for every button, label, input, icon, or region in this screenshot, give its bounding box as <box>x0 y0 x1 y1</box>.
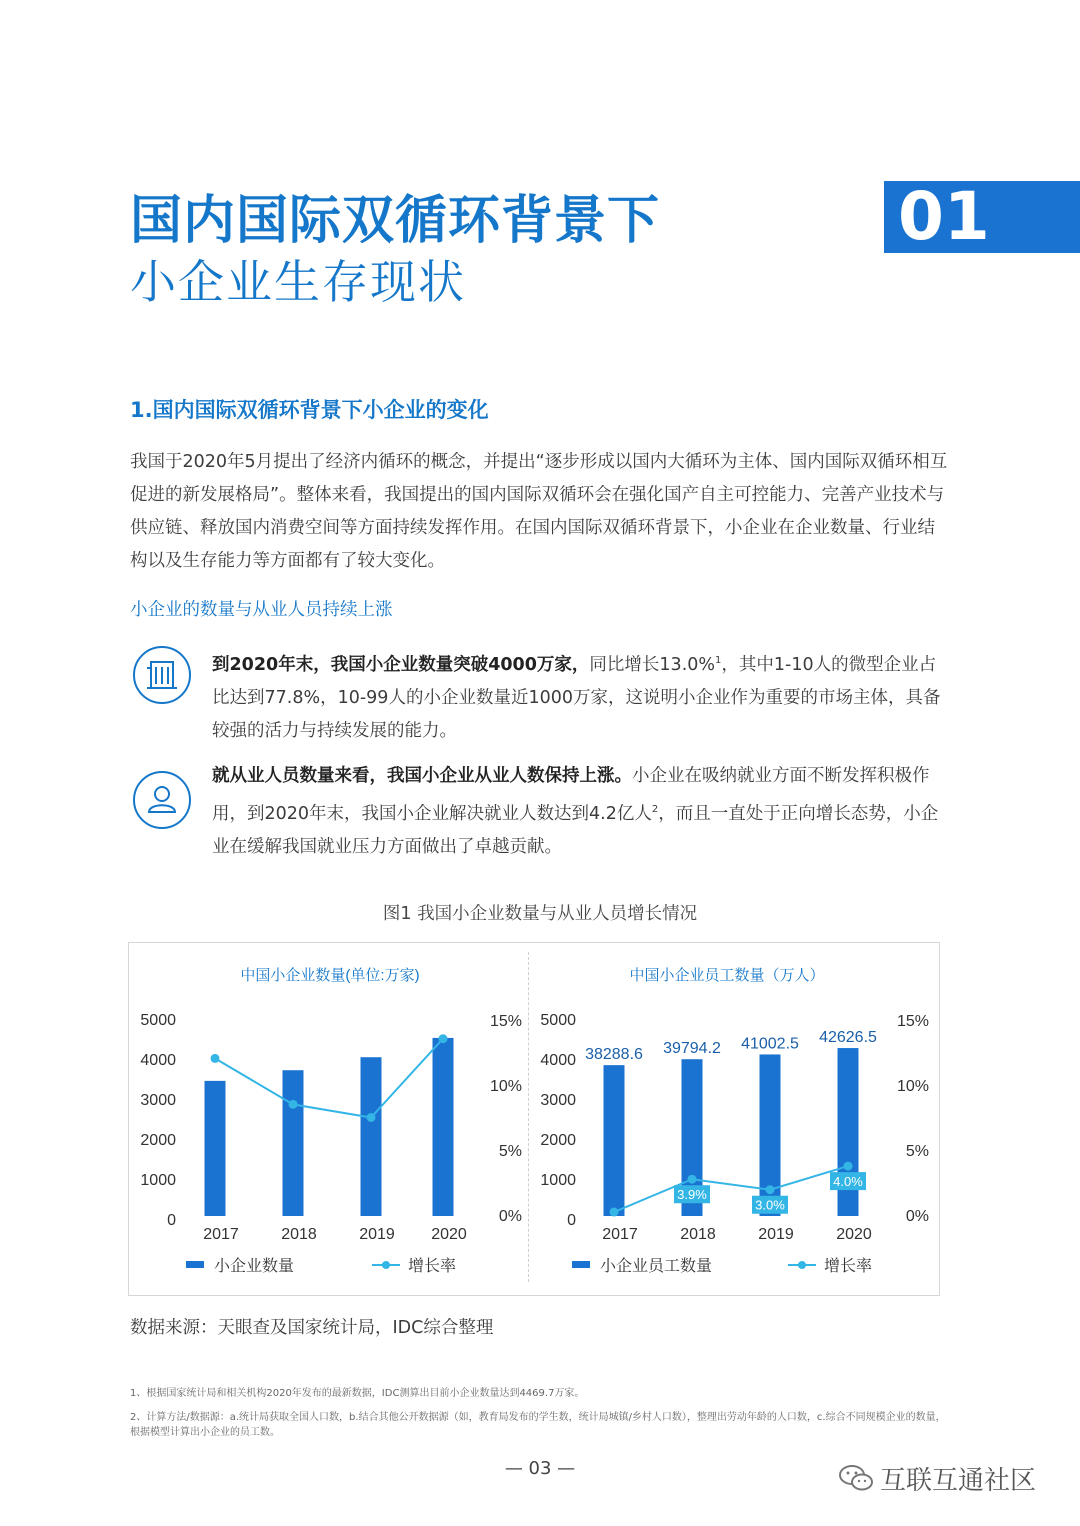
y-tick-label: 0 <box>567 1212 576 1229</box>
y2-tick-label: 15% <box>489 1013 522 1030</box>
section-heading: 1.国内国际双循环背景下小企业的变化 <box>130 398 489 422</box>
bullet-bold: 就从业人员数量来看，我国小企业从业人数保持上涨。 <box>212 766 632 786</box>
page-number: — 03 — <box>504 1458 576 1479</box>
y-tick-label: 5000 <box>140 1012 176 1029</box>
legend-bar-label: 小企业数量 <box>214 1258 295 1275</box>
x-tick-label: 2017 <box>602 1226 638 1243</box>
y-tick-label: 5000 <box>540 1012 576 1029</box>
footnote-ref: 1 <box>715 655 722 666</box>
bar-value-label: 39794.2 <box>663 1040 721 1058</box>
data-source: 数据来源：天眼查及国家统计局，IDC综合整理 <box>130 1318 494 1338</box>
bar <box>361 1057 382 1216</box>
chapter-number: 01 <box>898 178 990 255</box>
growth-point <box>211 1054 220 1063</box>
growth-line <box>215 1039 443 1118</box>
footnote-ref: 2 <box>651 804 659 815</box>
watermark-text: 互联互通社区 <box>880 1466 1037 1496</box>
footnote-2: 2、计算方法/数据源：a.统计局获取全国人口数，b.结合其他公开数据源（如，教育局发布的学生数，统计局城镇/乡村人口数），整理出劳动年龄的人口数，c.综合不同规模企业的数量，根据模型计算出小企业的员工数。 <box>130 1412 946 1438</box>
legend-line-label: 增长率 <box>824 1258 873 1275</box>
growth-line <box>614 1166 848 1212</box>
growth-point <box>688 1175 697 1184</box>
y-tick-label: 4000 <box>140 1052 176 1069</box>
bar <box>205 1081 226 1216</box>
bullet-text: ，而且一直处于正向增长态势，小企业在缓解我国就业压力方面做出了卓越贡献。 <box>212 803 939 857</box>
y-tick-label: 2000 <box>140 1132 176 1149</box>
section-subheading: 小企业的数量与从业人员持续上涨 <box>130 600 393 620</box>
growth-point <box>367 1113 376 1122</box>
bar-value-label: 42626.5 <box>819 1029 877 1047</box>
y-tick-label: 0 <box>167 1212 176 1229</box>
page-subtitle: 小企业生存现状 <box>130 255 466 309</box>
y2-tick-label: 5% <box>905 1143 929 1160</box>
legend-bar-label: 小企业员工数量 <box>600 1258 713 1275</box>
x-tick-label: 2018 <box>680 1226 716 1243</box>
growth-point <box>439 1034 448 1043</box>
growth-value-label: 3.0% <box>755 1197 785 1213</box>
footnote-1: 1、根据国家统计局和相关机构2020年发布的最新数据，IDC测算出目前小企业数量达到4469.7万家。 <box>130 1388 585 1399</box>
bar <box>433 1038 454 1216</box>
y2-tick-label: 0% <box>905 1208 929 1225</box>
y2-tick-label: 0% <box>498 1208 522 1225</box>
bar-value-label: 41002.5 <box>741 1035 799 1053</box>
y2-tick-label: 5% <box>498 1143 522 1160</box>
bar <box>838 1048 859 1216</box>
growth-point <box>766 1185 775 1194</box>
y-tick-label: 3000 <box>540 1092 576 1109</box>
legend-bar-swatch <box>572 1261 590 1268</box>
bullet-bold: 到2020年末，我国小企业数量突破4000万家， <box>212 654 590 675</box>
y2-tick-label: 15% <box>896 1013 929 1030</box>
y-tick-label: 4000 <box>540 1052 576 1069</box>
y-tick-label: 1000 <box>140 1172 176 1189</box>
intro-paragraph: 我国于2020年5月提出了经济内循环的概念，并提出“逐步形成以国内大循环为主体、国内国际双循环相互促进的新发展格局”。整体来看，我国提出的国内国际双循环会在强化国产自主可控能力、完善产业技术与供应链、释放国内消费空间等方面持续发挥作用。在国内国际双循环背景下，小企业在企业数量、行业结构以及生存能力等方面都有了较大变化。 <box>130 452 948 571</box>
growth-value-label: 4.0% <box>833 1174 863 1190</box>
y-tick-label: 3000 <box>140 1092 176 1109</box>
y-tick-label: 1000 <box>540 1172 576 1189</box>
y-tick-label: 2000 <box>540 1132 576 1149</box>
bar <box>283 1070 304 1216</box>
x-tick-label: 2020 <box>836 1226 872 1243</box>
x-tick-label: 2017 <box>203 1226 239 1243</box>
growth-value-label: 3.9% <box>677 1187 707 1203</box>
bar <box>604 1065 625 1216</box>
figure-caption: 图1 我国小企业数量与从业人员增长情况 <box>382 904 698 924</box>
chart-title: 中国小企业数量(单位:万家) <box>240 967 420 984</box>
bullet-text: 同比增长13.0% <box>589 654 716 675</box>
page-title: 国内国际双循环背景下 <box>130 191 661 251</box>
legend-line-dot <box>798 1261 806 1269</box>
legend-line-dot <box>382 1261 390 1269</box>
bullet-text: 小企业在吸纳就业方面不断发挥积极作用，到2020年末，我国小企业解决就业人数达到4.2亿人 <box>212 766 930 824</box>
wechat-icon <box>838 1463 874 1500</box>
x-tick-label: 2018 <box>281 1226 317 1243</box>
x-tick-label: 2019 <box>359 1226 395 1243</box>
chart-title: 中国小企业员工数量（万人） <box>629 967 825 984</box>
y2-tick-label: 10% <box>489 1078 522 1095</box>
y2-tick-label: 10% <box>896 1078 929 1095</box>
growth-point <box>289 1100 298 1109</box>
x-tick-label: 2019 <box>758 1226 794 1243</box>
growth-point <box>844 1162 853 1171</box>
legend-bar-swatch <box>186 1261 204 1268</box>
legend-line-label: 增长率 <box>408 1258 457 1275</box>
watermark <box>838 1460 1036 1500</box>
growth-point <box>610 1208 619 1217</box>
bullet-text: ，其中1-10人的微型企业占比达到77.8%，10-99人的小企业数量近1000万家，这说明小企业作为重要的市场主体，具备较强的活力与持续发展的能力。 <box>212 654 941 741</box>
bar-value-label: 38288.6 <box>585 1046 643 1064</box>
x-tick-label: 2020 <box>431 1226 467 1243</box>
